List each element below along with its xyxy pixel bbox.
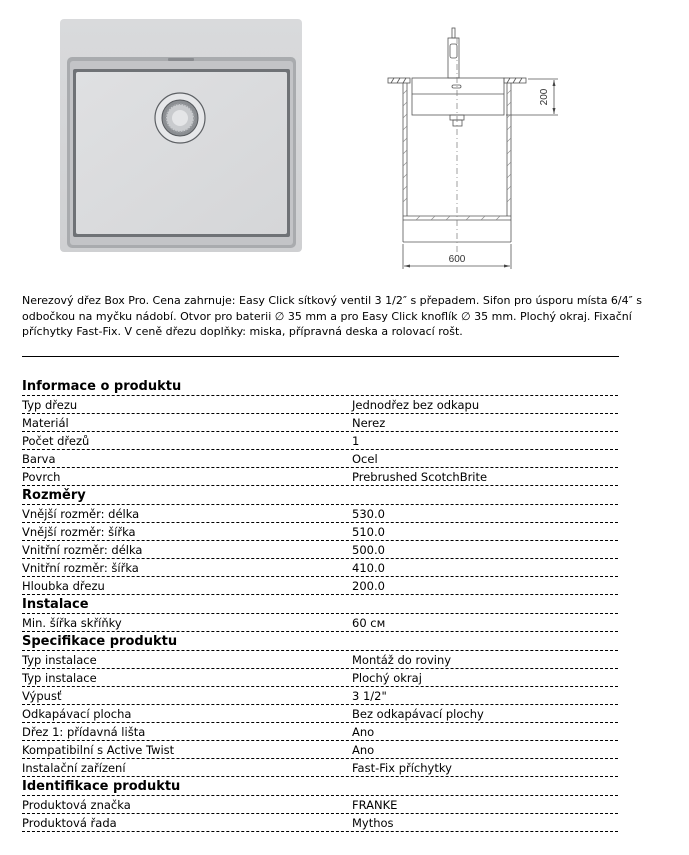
- table-row: [22, 723, 618, 741]
- spec-label: Typ dřezu: [22, 398, 78, 412]
- spec-label: Počet dřezů: [22, 434, 90, 448]
- divider: [22, 356, 619, 357]
- description-line: Nerezový dřez Box Pro. Cena zahrnuje: Easy Click sítkový ventil 3 1/2″ s přepadem. Sifon pro úsporu místa 6/4″ s: [22, 294, 642, 307]
- section-title: Instalace: [22, 597, 89, 612]
- spec-table: [22, 377, 618, 832]
- spec-value: Bez odkapávací plochy: [352, 707, 484, 721]
- table-row: [22, 450, 618, 468]
- drain-icon: [155, 93, 205, 143]
- table-row: [22, 523, 618, 541]
- spec-label: Produktová značka: [22, 798, 131, 812]
- spec-value: Mythos: [352, 816, 394, 830]
- table-row: [22, 505, 618, 523]
- spec-value: Ano: [352, 725, 375, 739]
- spec-label: Hloubka dřezu: [22, 579, 105, 593]
- table-row: [22, 614, 618, 632]
- spec-label: Typ instalace: [22, 653, 97, 667]
- spec-value: Ocel: [352, 452, 378, 466]
- table-row: [22, 432, 618, 450]
- section-title: Specifikace produktu: [22, 634, 178, 649]
- table-row: [22, 577, 618, 595]
- spec-value: 530.0: [352, 507, 385, 521]
- spec-label: Dřez 1: přídavná lišta: [22, 725, 146, 739]
- spec-label: Materiál: [22, 416, 69, 430]
- section-title: Identifikace produktu: [22, 779, 181, 794]
- spec-value: Montáž do roviny: [352, 653, 452, 667]
- table-row: [22, 741, 618, 759]
- table-row: [22, 814, 618, 832]
- table-row: [22, 687, 618, 705]
- section-header-identification: [22, 777, 618, 796]
- spec-label: Barva: [22, 452, 56, 466]
- spec-value: 200.0: [352, 579, 385, 593]
- spec-value: Ano: [352, 743, 375, 757]
- product-description: [22, 293, 682, 340]
- spec-value: 410.0: [352, 561, 385, 575]
- spec-label: Min. šířka skříňky: [22, 616, 122, 630]
- spec-label: Kompatibilní s Active Twist: [22, 743, 175, 757]
- table-row: [22, 414, 618, 432]
- table-row: [22, 468, 618, 486]
- product-photo-sink: [60, 19, 302, 252]
- section-header-dimensions: [22, 486, 618, 505]
- spec-label: Odkapávací plocha: [22, 707, 132, 721]
- spec-value: 3 1/2": [352, 689, 387, 703]
- description-line: příchytky Fast-Fix. V ceně dřezu doplňky: miska, přípravná deska a rolovací rošt.: [22, 325, 463, 338]
- spec-value: 500.0: [352, 543, 385, 557]
- spec-label: Instalační zařízení: [22, 761, 126, 775]
- spec-value: Nerez: [352, 416, 386, 430]
- table-row: [22, 651, 618, 669]
- spec-label: Povrch: [22, 470, 61, 484]
- spec-label: Typ instalace: [22, 671, 97, 685]
- table-row: [22, 541, 618, 559]
- section-title: Rozměry: [22, 488, 86, 503]
- description-line: odbočkou na myčku nádobí. Otvor pro baterii ∅ 35 mm a pro Easy Click knoflík ∅ 35 mm. Plochý okraj. Fixační: [22, 309, 632, 323]
- table-row: [22, 796, 618, 814]
- technical-drawing: [386, 24, 562, 272]
- table-row: [22, 759, 618, 777]
- table-row: [22, 669, 618, 687]
- spec-value: 60 см: [352, 616, 386, 630]
- dimension-width-label: 600: [448, 254, 466, 265]
- table-row: [22, 705, 618, 723]
- spec-value: Jednodřez bez odkapu: [352, 398, 480, 412]
- spec-value: Prebrushed ScotchBrite: [352, 470, 488, 484]
- spec-value: 510.0: [352, 525, 385, 539]
- spec-label: Výpusť: [22, 689, 62, 703]
- section-header-specification: [22, 632, 618, 651]
- spec-value: FRANKE: [352, 798, 398, 812]
- table-row: [22, 396, 618, 414]
- section-title: Informace o produktu: [22, 379, 182, 394]
- spec-label: Vnější rozměr: délka: [22, 507, 140, 521]
- spec-label: Produktová řada: [22, 816, 117, 830]
- table-row: [22, 559, 618, 577]
- section-header-product-info: [22, 377, 618, 396]
- spec-label: Vnitřní rozměr: šířka: [22, 561, 139, 575]
- spec-value: Fast-Fix příchytky: [352, 761, 452, 775]
- spec-value: Plochý okraj: [352, 671, 422, 685]
- spec-label: Vnitřní rozměr: délka: [22, 543, 143, 557]
- dimension-depth-label: 200: [539, 88, 550, 106]
- spec-value: 1: [352, 434, 360, 448]
- section-header-installation: [22, 595, 618, 614]
- spec-label: Vnější rozměr: šířka: [22, 525, 136, 539]
